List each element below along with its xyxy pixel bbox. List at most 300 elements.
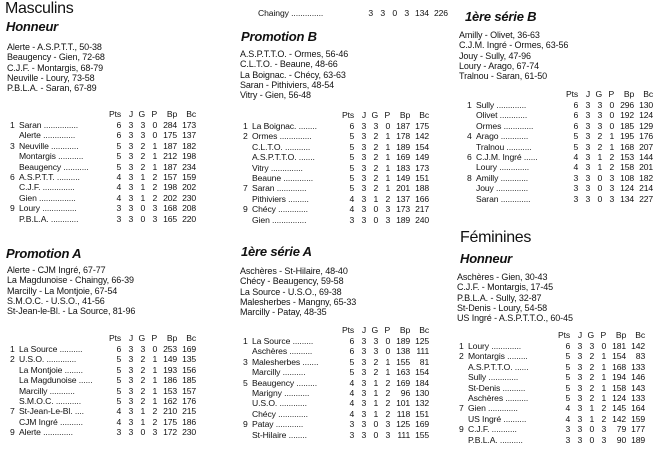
p: 3 (404, 8, 409, 18)
rank (243, 152, 252, 162)
header-bp: Bp (615, 330, 627, 340)
p: 2 (609, 152, 615, 163)
standings-grid (10, 109, 196, 224)
team-name: A.S.P.T.T.O. ...... (468, 361, 529, 372)
pts: 3 (349, 419, 355, 430)
j: 3 (585, 100, 591, 110)
j: 3 (128, 161, 134, 172)
bc: 124 (639, 110, 654, 121)
pts: 4 (116, 172, 122, 183)
bc: 129 (639, 120, 654, 131)
bc: 143 (631, 382, 646, 393)
table-row (10, 417, 196, 427)
rank: 8 (467, 172, 472, 183)
j: 3 (128, 151, 134, 162)
bp: 194 (612, 372, 627, 383)
bp: 186 (163, 375, 178, 386)
table-row (467, 142, 653, 152)
result-line: P.B.L.A. - Saran, 67-89 (7, 83, 97, 94)
header-g: G (587, 330, 595, 340)
j: 3 (361, 204, 367, 215)
team-name: Olivet ............ (476, 110, 528, 121)
g: 2 (589, 372, 595, 383)
table-row (243, 204, 429, 214)
bc: 198 (182, 151, 197, 162)
rank: 2 (10, 354, 15, 365)
table-row (459, 351, 645, 361)
table-header-row (10, 333, 196, 344)
j: 3 (577, 413, 583, 424)
team-name: Saran ............. (476, 193, 531, 204)
results-list (7, 265, 135, 316)
header-pts: Pts (109, 109, 122, 119)
bc: 230 (182, 192, 197, 203)
g: 2 (140, 364, 146, 375)
bp: 172 (163, 427, 178, 438)
j: 3 (361, 367, 367, 378)
pts: 6 (573, 100, 579, 110)
rank: 9 (459, 424, 464, 435)
pts: 5 (565, 382, 571, 393)
g: 1 (373, 388, 379, 399)
g: 2 (589, 393, 595, 404)
j: 3 (577, 403, 583, 414)
rank (459, 383, 468, 393)
pts: 5 (116, 140, 122, 151)
pts: 5 (349, 183, 355, 194)
team-name: Aschères .......... (252, 346, 313, 357)
rank (10, 193, 19, 203)
block-title: 1ère série A (241, 244, 312, 259)
pts: 5 (116, 375, 122, 386)
table-row (10, 427, 196, 437)
team-name: Pithiviers ......... (252, 193, 309, 204)
header-blank (19, 333, 109, 344)
bc: 176 (182, 396, 197, 407)
table-row (10, 120, 196, 130)
table-row (10, 182, 196, 192)
pts: 5 (349, 367, 355, 378)
rank: 7 (10, 406, 15, 417)
pts: 5 (565, 393, 571, 404)
team-name: Alerte .............. (19, 130, 76, 141)
table-row (243, 152, 429, 162)
header-bc: Bc (419, 110, 430, 120)
bp: 165 (163, 213, 178, 224)
bc: 173 (182, 120, 197, 130)
g: 1 (589, 413, 595, 424)
j: 3 (585, 183, 591, 194)
team-name: Malesherbes ....... (252, 356, 319, 367)
table-header-row (467, 89, 653, 100)
bc: 157 (182, 385, 197, 396)
header-blank (10, 333, 19, 344)
rank: 7 (243, 183, 248, 194)
j: 3 (577, 434, 583, 445)
bc: 227 (639, 193, 654, 204)
pts: 5 (116, 151, 122, 162)
standings-grid (467, 89, 653, 204)
rank: 7 (459, 403, 464, 414)
header-blank (10, 109, 19, 120)
team-name: C.L.T.O. ........... (252, 141, 311, 152)
table-row (243, 409, 429, 419)
team-name: Gien ................ (19, 192, 76, 203)
pts: 6 (573, 110, 579, 121)
bc: 151 (415, 173, 430, 184)
result-line: Aschères - Gien, 30-43 (457, 272, 548, 282)
g: 1 (140, 416, 146, 427)
j: 3 (361, 173, 367, 184)
result-line: Malesherbes - Mangny, 65-33 (240, 296, 357, 307)
bc: 132 (415, 398, 430, 409)
j: 3 (585, 141, 591, 152)
rank (459, 435, 468, 445)
bp: 212 (163, 151, 178, 162)
p: 2 (609, 162, 615, 173)
g: 2 (597, 141, 603, 152)
j: 3 (585, 110, 591, 121)
pts: 3 (573, 183, 579, 194)
g: 2 (140, 375, 146, 386)
bp: 157 (163, 172, 178, 183)
bc: 146 (631, 372, 646, 383)
bp: 153 (620, 152, 635, 163)
bp: 145 (612, 403, 627, 414)
pts: 5 (573, 141, 579, 152)
team-name: C.J.F. .............. (19, 182, 75, 193)
block-title: Honneur (460, 251, 513, 266)
p: 1 (152, 140, 158, 151)
j: 3 (380, 8, 385, 18)
p: 1 (601, 361, 607, 372)
team-name: Sully ............. (476, 100, 527, 110)
pts: 4 (573, 152, 579, 163)
bp: 111 (397, 429, 411, 440)
result-line: Marcilly - Patay, 48-35 (240, 307, 327, 318)
table-row (243, 419, 429, 429)
team-name: Alerte ............. (19, 427, 73, 438)
pts: 4 (349, 193, 355, 204)
bc: 208 (182, 203, 197, 214)
team-name: U.S.O. ............. (19, 354, 77, 365)
p: 1 (152, 396, 158, 407)
bp: 187 (163, 140, 178, 151)
team-name: Arago ............ (476, 131, 529, 142)
table-row (10, 386, 196, 396)
header-bp: Bp (166, 333, 178, 343)
bp: 185 (620, 120, 635, 131)
result-line: Neuville - Loury, 73-58 (7, 72, 95, 83)
j: 3 (361, 336, 367, 346)
team-name: Saran ............. (252, 183, 307, 194)
standings-table (467, 89, 653, 204)
bp: 189 (396, 214, 411, 225)
p: 2 (385, 377, 391, 388)
table-row (243, 163, 429, 173)
j: 3 (128, 364, 134, 375)
p: 1 (609, 141, 615, 152)
bp: 296 (620, 100, 635, 110)
rank (10, 151, 19, 161)
g: 3 (373, 121, 379, 131)
j: 3 (585, 162, 591, 173)
g: 2 (140, 140, 146, 151)
g: 2 (597, 131, 603, 142)
g: 1 (140, 182, 146, 193)
team-name: Loury ............... (19, 203, 77, 214)
rank: 6 (467, 152, 472, 163)
header-bp: Bp (399, 325, 411, 335)
header-pts: Pts (109, 333, 122, 343)
team-name: Marcilly ........... (19, 385, 75, 396)
results-list (240, 49, 348, 100)
g: 2 (589, 382, 595, 393)
bc: 154 (415, 367, 430, 378)
result-line: C.L.T.O. - Beaune, 48-66 (240, 59, 338, 70)
g: 3 (373, 346, 379, 357)
header-bp: Bp (166, 109, 178, 119)
result-line: Marcilly - La Montjoie, 67-54 (7, 285, 118, 296)
g: 2 (140, 161, 146, 172)
header-bp: Bp (623, 89, 635, 99)
block-title: 1ère série B (465, 9, 537, 24)
bc: 154 (415, 141, 430, 152)
bc: 169 (182, 344, 197, 354)
pts: 6 (116, 344, 122, 354)
pts: 6 (116, 130, 122, 141)
table-row (10, 162, 196, 172)
team-name: Chécy ............. (252, 204, 308, 215)
bp: 173 (396, 204, 411, 215)
team-name: U.S.O. ............ (252, 398, 307, 409)
table-row (467, 100, 653, 110)
j: 3 (577, 341, 583, 351)
bc: 166 (415, 193, 430, 204)
p: 1 (152, 375, 158, 386)
bc: 201 (639, 162, 654, 173)
table-row (10, 151, 196, 161)
pts: 5 (349, 162, 355, 173)
g: 2 (140, 396, 146, 407)
team-name: Marcilly .......... (252, 367, 306, 378)
bc: 142 (631, 341, 646, 351)
header-blank (459, 330, 468, 341)
table-row (258, 8, 448, 18)
table-row (459, 362, 645, 372)
bp: 90 (616, 434, 627, 445)
team-name: Beaune ............. (252, 173, 314, 184)
p: 0 (385, 336, 391, 346)
rank (467, 162, 476, 172)
rank (467, 142, 476, 152)
table-row (459, 403, 645, 413)
table-row (243, 378, 429, 388)
bp: 134 (414, 8, 429, 18)
rank (10, 375, 19, 385)
j: 3 (361, 377, 367, 388)
p: 0 (152, 120, 158, 130)
result-line: Loury - Arago, 67-74 (459, 60, 540, 71)
bp: 201 (396, 183, 411, 194)
pts: 3 (349, 214, 355, 225)
result-line: Amilly - Olivet, 36-63 (459, 30, 540, 40)
g: 2 (140, 354, 146, 365)
team-name: St-Hilaire ........ (252, 429, 307, 440)
result-line: St-Denis - Loury, 54-58 (457, 302, 548, 313)
result-line: La Magdunoise - Chaingy, 66-39 (7, 275, 134, 286)
p: 2 (385, 398, 391, 409)
table-header-row (459, 330, 645, 341)
table-row (10, 354, 196, 364)
header-blank (252, 110, 342, 121)
bp: 178 (396, 131, 411, 142)
team-name: Montargis ......... (468, 351, 528, 362)
pts: 3 (565, 424, 571, 435)
header-p: P (151, 333, 158, 343)
j: 3 (577, 393, 583, 404)
result-line: Alerte - A.S.P.T.T., 50-38 (7, 42, 102, 52)
rank (243, 367, 252, 377)
j: 3 (585, 131, 591, 142)
bc: 151 (415, 408, 430, 419)
j: 3 (577, 372, 583, 383)
g: 0 (373, 214, 379, 225)
standings-grid (243, 110, 429, 225)
bp: 158 (620, 162, 635, 173)
result-line: P.B.L.A. - Sully, 32-87 (457, 292, 542, 303)
bc: 215 (182, 406, 197, 417)
rank: 1 (467, 100, 472, 110)
g: 2 (589, 361, 595, 372)
header-bc: Bc (186, 333, 197, 343)
bc: 182 (182, 140, 197, 151)
p: 3 (152, 427, 158, 438)
g: 1 (373, 408, 379, 419)
bc: 133 (631, 393, 646, 404)
p: 3 (152, 203, 158, 214)
team-name: Ormes ............. (476, 120, 534, 131)
header-g: G (595, 89, 603, 99)
team-name: Amilly ............ (476, 172, 529, 183)
pts: 4 (349, 377, 355, 388)
rank (10, 417, 19, 427)
header-pts: Pts (566, 89, 579, 99)
p: 1 (152, 364, 158, 375)
header-bp: Bp (399, 110, 411, 120)
g: 2 (373, 141, 379, 152)
rank (467, 183, 476, 193)
header-p: P (151, 109, 158, 119)
pts: 4 (565, 403, 571, 414)
pts: 4 (573, 162, 579, 173)
header-g: G (138, 333, 146, 343)
table-row (459, 414, 645, 424)
bp: 134 (620, 193, 635, 204)
pts: 5 (116, 161, 122, 172)
g: 2 (140, 151, 146, 162)
rank (459, 393, 468, 403)
p: 2 (385, 408, 391, 419)
result-line: S.M.O.C. - U.S.O., 41-56 (7, 295, 105, 306)
bc: 169 (415, 419, 430, 430)
results-list (457, 272, 573, 323)
bp: 162 (163, 396, 178, 407)
rank (243, 163, 252, 173)
rank (243, 398, 252, 408)
p: 0 (385, 121, 391, 131)
bp: 210 (163, 406, 178, 417)
bp: 253 (163, 344, 178, 354)
team-name: Sully ............. (468, 372, 519, 383)
p: 1 (385, 131, 391, 142)
g: 3 (597, 100, 603, 110)
bp: 168 (612, 361, 627, 372)
j: 3 (361, 356, 367, 367)
g: 1 (597, 162, 603, 173)
team-name: Gien ............... (252, 214, 307, 225)
pts: 3 (116, 213, 122, 224)
bc: 188 (415, 183, 430, 194)
pts: 3 (116, 203, 122, 214)
g: 3 (140, 120, 146, 130)
header-g: G (371, 325, 379, 335)
header-blank (243, 325, 252, 336)
result-line: La Boignac. - Chécy, 63-63 (240, 69, 346, 80)
standings-grid (459, 330, 645, 445)
pts: 4 (116, 416, 122, 427)
table-row (243, 183, 429, 193)
pts: 4 (349, 388, 355, 399)
p: 1 (385, 141, 391, 152)
bc: 159 (631, 413, 646, 424)
table-row (10, 172, 196, 182)
standings-table (243, 325, 429, 440)
standings-top-row (258, 8, 448, 18)
bp: 192 (620, 110, 635, 121)
bc: 111 (416, 346, 430, 357)
j: 3 (361, 408, 367, 419)
g: 0 (597, 183, 603, 194)
j: 3 (128, 192, 134, 203)
pts: 4 (349, 398, 355, 409)
rank (243, 173, 252, 183)
bp: 138 (396, 346, 411, 357)
rank: 1 (10, 344, 15, 354)
rank: 4 (467, 131, 472, 142)
g: 1 (140, 172, 146, 183)
g: 0 (589, 434, 595, 445)
j: 3 (128, 130, 134, 141)
rank (243, 194, 252, 204)
pts: 6 (349, 121, 355, 131)
results-list (7, 42, 105, 93)
g: 0 (597, 193, 603, 204)
table-row (243, 346, 429, 356)
bc: 144 (639, 152, 654, 163)
bc: 214 (639, 183, 654, 194)
bp: 189 (396, 336, 411, 346)
j: 3 (128, 140, 134, 151)
header-g: G (138, 109, 146, 119)
table-row (243, 194, 429, 204)
pts: 5 (116, 396, 122, 407)
table-header-row (243, 325, 429, 336)
g: 3 (597, 110, 603, 121)
results-list (240, 266, 356, 317)
team-name: St-Jean-Le-Bl. .... (19, 406, 84, 417)
j: 3 (128, 182, 134, 193)
